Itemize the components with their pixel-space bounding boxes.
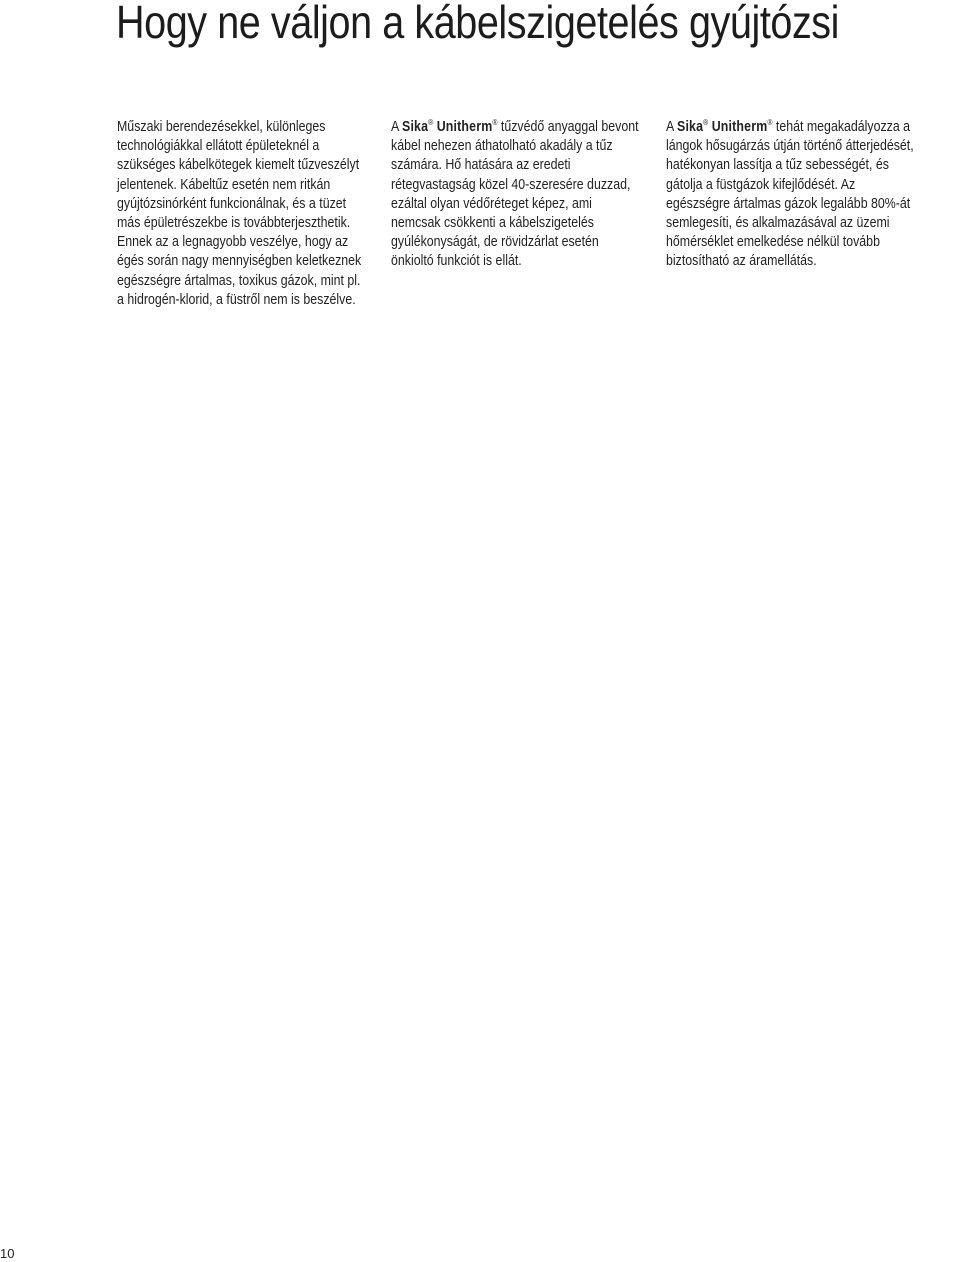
text-column-2	[391, 118, 643, 272]
text-column-1-body: Műszaki berendezésekkel, különleges technológiákkal ellátott épületeknél a szükséges kábelkötegek kiemelt tűzveszélyt jelentenek. Kábeltűz esetén nem ritkán gyújtózsinórként funkcionálnak, és a tüzet más épületrészekbe is továbbterjeszthetik. Ennek az a legnagyobb veszélye, hogy az égés során nagy mennyiségben keletkeznek egészségre ártalmas, toxikus gázok, mint pl. a hidrogén-klorid, a füstről nem is beszélve.	[117, 119, 362, 308]
text-column-1	[117, 118, 369, 310]
lead-word: A	[391, 119, 399, 135]
lead-word: A	[666, 119, 674, 135]
paragraph-text: tehát megakadályozza a lángok hősugárzás útján történő átterjedését, hatékonyan lassítja a tűz sebességét, és gátolja a füstgázok kifejlődését. Az egészségre ártalmas gázok legalább 80%-át semlegesíti, és alkalmazásával az üzemi hőmérséklet emelkedése nélkül tovább biztosítható az áramellátás.	[666, 119, 914, 270]
registered-mark: ®	[492, 118, 498, 128]
text-column-3-body	[666, 118, 917, 272]
brand-name-sika: Sika	[677, 119, 704, 135]
paragraph-text: tűzvédő anyaggal bevont kábel nehezen áthatolható akadály a tűz számára. Hő hatására az eredeti rétegvastagság közel 40-szeresére duzzad, ezáltal olyan védőréteget képez, ami nemcsak csökkenti a kábelszigetelés gyúlékonyságát, de rövidzárlat esetén önkioltó funkciót is ellát.	[391, 119, 639, 270]
brand-name-sika: Sika	[402, 119, 429, 135]
registered-mark: ®	[703, 118, 709, 128]
brand-name-unitherm: Unitherm	[711, 119, 768, 135]
page-title: Hogy ne váljon a kábelszigetelés gyújtózsi	[116, 0, 840, 48]
registered-mark: ®	[767, 118, 773, 128]
page-number: 10	[0, 1246, 15, 1261]
text-column-3	[666, 118, 918, 272]
text-column-2-body	[391, 118, 642, 272]
registered-mark: ®	[428, 118, 434, 128]
brand-name-unitherm: Unitherm	[436, 119, 493, 135]
